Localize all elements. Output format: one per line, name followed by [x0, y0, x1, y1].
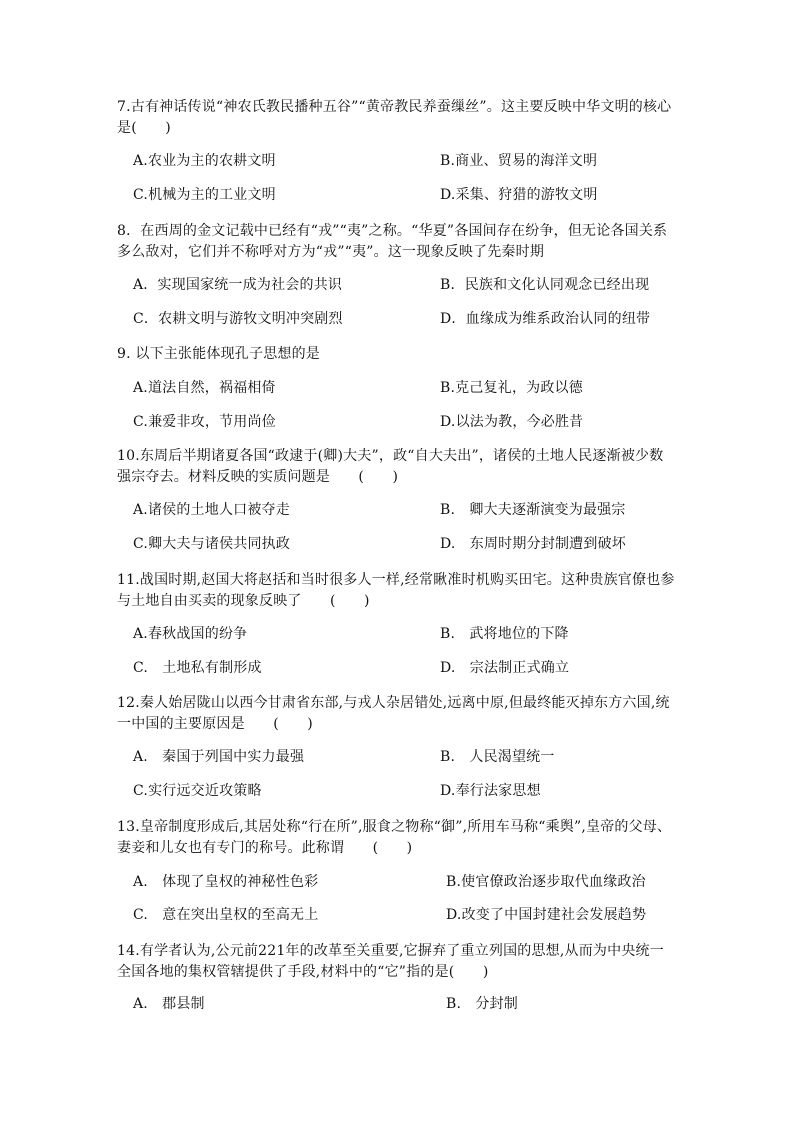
- question-7-option-c: C.机械为主的工业文明: [133, 187, 276, 203]
- question-13-option-a: A. 体现了皇权的神秘性色彩: [133, 874, 319, 890]
- question-12-option-b: B. 人民渴望统一: [440, 749, 555, 765]
- question-13-option-d: D.改变了中国封建社会发展趋势: [446, 907, 647, 923]
- question-10-option-b: B. 卿大夫逐渐演变为最强宗: [440, 502, 626, 518]
- question-14-option-a: A. 郡县制: [133, 996, 205, 1012]
- question-7-option-d: D.采集、狩猎的游牧文明: [440, 187, 598, 203]
- question-9-stem: 9. 以下主张能体现孔子思想的是: [117, 346, 321, 362]
- question-7-stem: 7.古有神话传说“神农氏教民播种五谷”“黄帝教民养蚕缫丝”。这主要反映中华文明的核心是( ): [117, 99, 672, 136]
- question-12-option-d: D.奉行法家思想: [440, 783, 541, 799]
- question-13-option-b: B.使官僚政治逐步取代血缘政治: [446, 874, 646, 890]
- question-10-option-a: A.诸侯的土地人口被夺走: [133, 502, 290, 518]
- question-11-option-d: D. 宗法制正式确立: [440, 660, 570, 676]
- question-9-option-b: B.克己复礼，为政以德: [440, 380, 583, 396]
- question-13-stem: 13.皇帝制度形成后,其居处称“行在所”,服食之物称“御”,所用车马称“乘舆”,皇帝的父母、妻妾和儿女也有专门的称号。此称谓 ( ): [117, 819, 672, 856]
- question-9-option-a: A.道法自然，祸福相倚: [133, 380, 276, 396]
- question-10-option-d: D. 东周时期分封制遭到破坏: [440, 536, 626, 552]
- question-11-option-b: B. 武将地位的下降: [440, 626, 569, 642]
- question-13-option-c: C. 意在突出皇权的至高无上: [133, 907, 319, 923]
- question-11-option-c: C. 土地私有制形成: [133, 660, 262, 676]
- question-8-option-b: B．民族和文化认同观念已经出现: [440, 277, 650, 293]
- question-11-stem: 11.战国时期,赵国大将赵括和当时很多人一样,经常瞅准时机购买田宅。这种贵族官僚也参与土地自由买卖的现象反映了 ( ): [117, 572, 675, 609]
- question-12-option-a: A. 秦国于列国中实力最强: [133, 749, 305, 765]
- question-10-option-c: C.卿大夫与诸侯共同执政: [133, 536, 291, 552]
- question-10-stem: 10.东周后半期诸夏各国“政逮于(卿)大夫”，政“自大夫出”，诸侯的土地人民逐渐被少数强宗夺去。材料反映的实质问题是 ( ): [117, 448, 664, 485]
- question-8-stem: 8．在西周的金文记载中已经有“戎”“夷”之称。“华夏”各国间存在纷争，但无论各国关系多么敌对，它们并不称呼对方为“戎”“夷”。这一现象反映了先秦时期: [117, 223, 668, 260]
- question-11-option-a: A.春秋战国的纷争: [133, 626, 248, 642]
- question-14-option-b: B. 分封制: [446, 996, 518, 1012]
- question-9-option-d: D.以法为教，今必胜昔: [440, 414, 584, 430]
- question-12-stem: 12.秦人始居陇山以西今甘肃省东部,与戎人杂居错处,远离中原,但最终能灭掉东方六国,统一中国的主要原因是 ( ): [117, 695, 670, 732]
- question-14-stem: 14.有学者认为,公元前221年的改革至关重要,它摒弃了重立列国的思想,从而为中央统一全国各地的集权管辖提供了手段,材料中的“它”指的是( ): [117, 943, 664, 980]
- question-8-option-a: A．实现国家统一成为社会的共识: [133, 277, 343, 293]
- question-9-option-c: C.兼爱非攻，节用尚俭: [133, 414, 276, 430]
- question-8-option-c: C．农耕文明与游牧文明冲突剧烈: [133, 311, 343, 327]
- question-7-option-a: A.农业为主的农耕文明: [133, 153, 276, 169]
- question-12-option-c: C.实行远交近攻策略: [133, 783, 262, 799]
- question-8-option-d: D．血缘成为维系政治认同的纽带: [440, 311, 651, 327]
- question-7-option-b: B.商业、贸易的海洋文明: [440, 153, 598, 169]
